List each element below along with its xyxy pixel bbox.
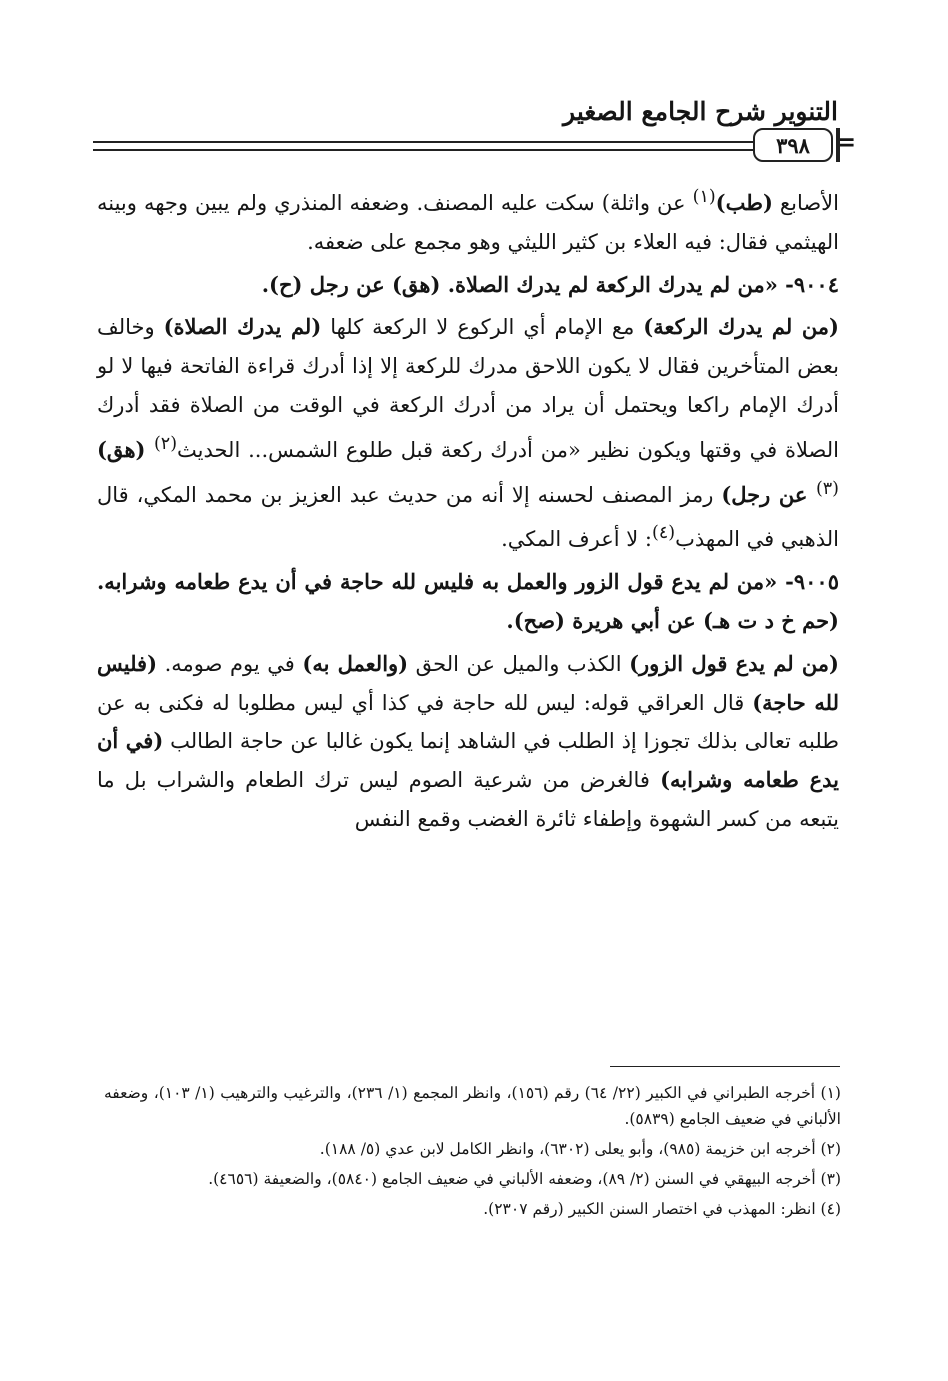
hadith-9004: ٩٠٠٤- «من لم يدرك الركعة لم يدرك الصلاة. (هق) عن رجل (ح). (261, 271, 839, 297)
commentary-9004: (من لم يدرك الركعة) مع الإمام أي الركوع لا الركعة كلها (لم يدرك الصلاة) وخالف بعض المتأخرين فقال لا يكون اللاحق مدرك للركعة إلا إذا أدرك قراءة الفاتحة فيها لا لو أدرك الإمام راكعا ويحتمل أن يراد من أدرك الركعة في الوقت من الصلاة فقد أدرك الصلاة في وقتها ويكون نظير «من أدرك ركعة قبل طلوع الشمس... الحديث$^{(٢)}$ (هق)$^{(٣)}$ عن رجل) رمز المصنف لحسنه إلا أنه من حديث عبد العزيز بن محمد المكي، قال الذهبي في المهذب$^{(٤)}$: لا أعرف المكي. (97, 314, 839, 552)
running-title: التنوير شرح الجامع الصغير (563, 97, 838, 126)
footnote-3: (٣) أخرجه البيهقي في السنن (٢/ ٨٩)، وضعفه الألباني في ضعيف الجامع (٥٨٤٠)، والضعيفة (٤٦٥٦). (208, 1170, 841, 1188)
header-dash: = (836, 127, 857, 156)
footnote-ref-2: (٢) (153, 433, 178, 454)
footnote-ref-3: (٣) (815, 478, 839, 499)
header-rule-bottom (93, 149, 753, 151)
footnotes (104, 1080, 841, 1226)
footnote-2: (٢) أخرجه ابن خزيمة (٩٨٥)، وأبو يعلى (٦٣٠٢)، وانظر الكامل لابن عدي (٥/ ١٨٨). (319, 1140, 841, 1158)
footnote-4: (٤) انظر: المهذب في اختصار السنن الكبير (رقم ٢٣٠٧). (483, 1200, 841, 1218)
footnote-separator (610, 1066, 840, 1067)
hadith-9005: ٩٠٠٥- «من لم يدع قول الزور والعمل به فليس لله حاجة في أن يدع طعامه وشرابه. (حم خ د ت هـ) عن أبي هريرة (صح). (97, 569, 839, 633)
page-number: ٣٩٨ (753, 128, 833, 162)
header-rule-top (93, 141, 753, 143)
main-text (97, 178, 839, 839)
paragraph-continuation: الأصابع (طب)$^{(١)}$ عن واثلة) سكت عليه المصنف. وضعفه المنذري ولم يبين وجهه وبينه الهيثمي فقال: فيه العلاء بن كثير الليثي وهو مجمع على ضعفه. (97, 187, 839, 254)
footnote-1: (١) أخرجه الطبراني في الكبير (٢٢/ ٦٤) رقم (١٥٦)، وانظر المجمع (١/ ٢٣٦)، والترغيب والترهيب (١/ ١٠٣)، وضعفه الألباني في ضعيف الجامع (٥٨٣٩). (104, 1084, 841, 1128)
footnote-ref-4: (٤) (652, 523, 676, 544)
commentary-9005: (من لم يدع قول الزور) الكذب والميل عن الحق (والعمل به) في يوم صومه. (فليس لله حاجة) قال العراقي قوله: ليس لله حاجة في كذا أي ليس مطلوبا له فكنى به عن طلبه تعالى بذلك تجوزا إذ الطلب في الشاهد إنما يكون غالبا عن حاجة الطالب (في أن يدع طعامه وشرابه) فالغرض من شرعية الصوم ليس ترك الطعام والشراب بل ما يتبعه من كسر الشهوة وإطفاء ثائرة الغضب وقمع النفس (97, 650, 840, 831)
footnote-ref-1: (١) (692, 187, 716, 207)
